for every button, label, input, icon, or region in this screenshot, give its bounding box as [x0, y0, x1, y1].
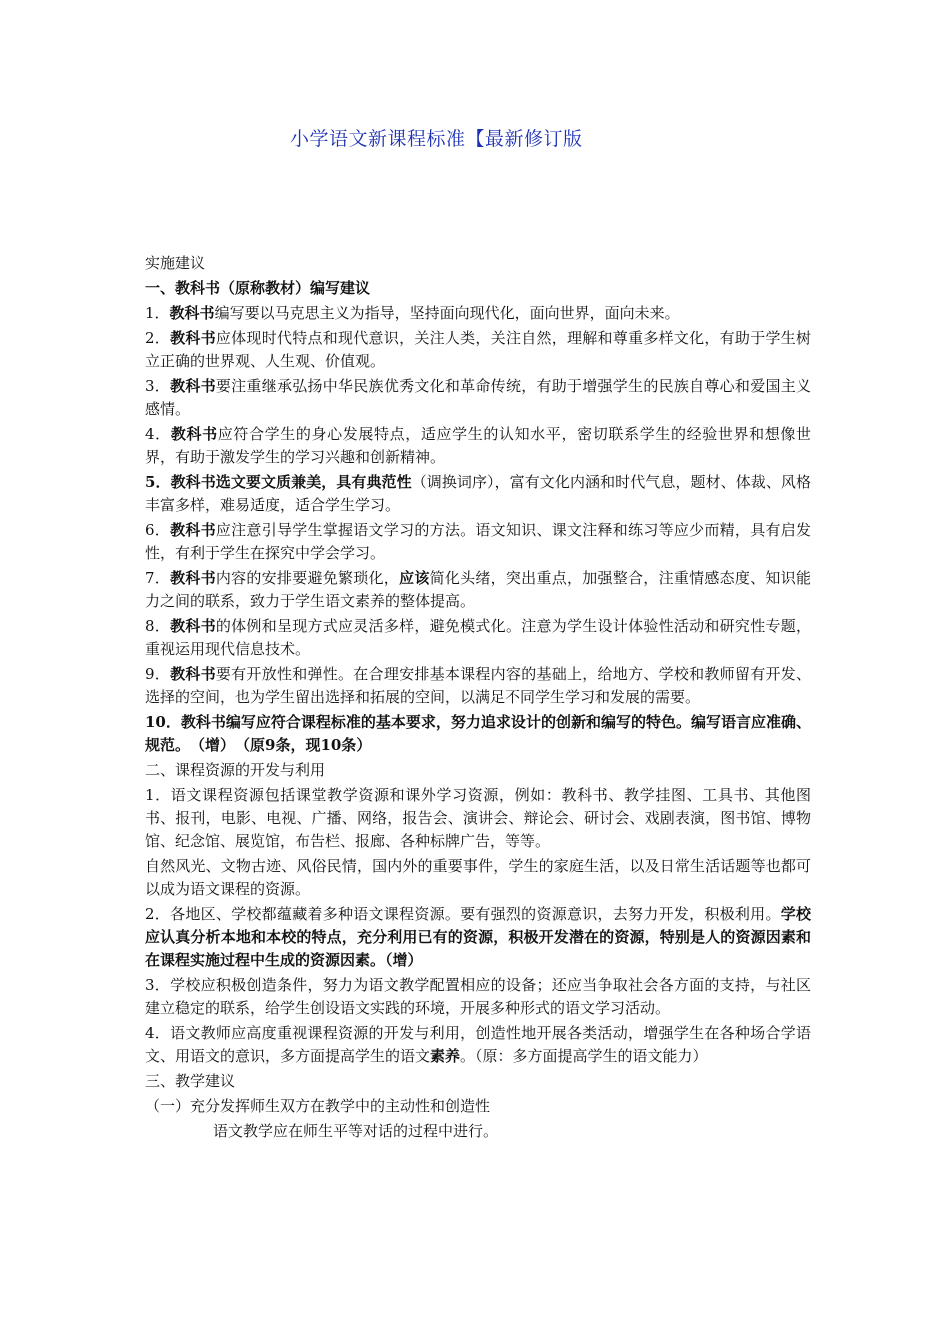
- part1-item-3: 3．教科书要注重继承弘扬中华民族优秀文化和革命传统，有助于增强学生的民族自尊心和爱国主义感情。: [145, 377, 811, 418]
- section-heading: 实施建议: [145, 254, 206, 272]
- part2-heading: 二、课程资源的开发与利用: [145, 761, 326, 779]
- part1-item-5: 5．教科书选文要文质兼美，具有典范性（调换词序），富有文化内涵和时代气息，题材、体裁、风格丰富多样，难易适度，适合学生学习。: [145, 473, 811, 514]
- part1-item-10: 10．教科书编写应符合课程标准的基本要求，努力追求设计的创新和编写的特色。编写语言应准确、规范。 （增） （原9条，现10条）: [145, 713, 811, 754]
- part1-item-8: 8．教科书的体例和呈现方式应灵活多样，避免模式化。注意为学生设计体验性活动和研究性专题，重视运用现代信息技术。: [145, 617, 811, 658]
- part2-item-3: 3．学校应积极创造条件，努力为语文教学配置相应的设备；还应当争取社会各方面的支持，与社区建立稳定的联系，给学生创设语文实践的环境，开展多种形式的语文学习活动。: [145, 976, 811, 1017]
- part2-item-2: 2．各地区、学校都蕴藏着多种语文课程资源。要有强烈的资源意识，去努力开发，积极利用。学校应认真分析本地和本校的特点，充分利用已有的资源，积极开发潜在的资源，特别是人的资源因素和在课程实施过程中生成的资源因素。（增）: [145, 905, 811, 969]
- part3-sub1-paragraph-1: 语文教学应在师生平等对话的过程中进行。: [213, 1122, 499, 1140]
- part1-heading: 一、教科书（原称教材）编写建议: [145, 279, 371, 297]
- part3-subheading-1: （一）充分发挥师生双方在教学中的主动性和创造性: [145, 1097, 491, 1115]
- part3-heading: 三、教学建议: [145, 1072, 236, 1090]
- part1-item-4: 4．教科书应符合学生的身心发展特点，适应学生的认知水平，密切联系学生的经验世界和想像世界，有助于激发学生的学习兴趣和创新精神。: [145, 425, 811, 466]
- part2-item-1: 1．语文课程资源包括课堂教学资源和课外学习资源，例如：教科书、教学挂图、工具书、其他图书、报刊，电影、电视、广播、网络，报告会、演讲会、辩论会、研讨会、戏剧表演，图书馆、博物馆、纪念馆、展览馆，布告栏、报廊、各种标牌广告，等等。: [145, 786, 811, 850]
- part2-item-4: 4．语文教师应高度重视课程资源的开发与利用，创造性地开展各类活动，增强学生在各种场合学语文、用语文的意识，多方面提高学生的语文素养。（原：多方面提高学生的语文能力）: [145, 1024, 811, 1065]
- part1-item-2: 2．教科书应体现时代特点和现代意识，关注人类，关注自然，理解和尊重多样文化，有助于学生树立正确的世界观、人生观、价值观。: [145, 329, 811, 370]
- part1-item-6: 6．教科书应注意引导学生掌握语文学习的方法。语文知识、课文注释和练习等应少而精，具有启发性，有利于学生在探究中学会学习。: [145, 521, 811, 562]
- part2-item-1-continued: 自然风光、文物古迹、风俗民情，国内外的重要事件，学生的家庭生活，以及日常生活话题等也都可以成为语文课程的资源。: [145, 857, 811, 898]
- part1-item-9: 9．教科书要有开放性和弹性。在合理安排基本课程内容的基础上，给地方、学校和教师留有开发、选择的空间，也为学生留出选择和拓展的空间，以满足不同学生学习和发展的需要。: [145, 665, 811, 706]
- part1-item-1: 1．教科书编写要以马克思主义为指导，坚持面向现代化，面向世界，面向未来。: [145, 304, 680, 322]
- part1-item-7: 7．教科书内容的安排要避免繁琐化，应该简化头绪，突出重点，加强整合，注重情感态度、知识能力之间的联系，致力于学生语文素养的整体提高。: [145, 569, 811, 610]
- document-title: 小学语文新课程标准【最新修订版: [290, 128, 583, 150]
- document-body: [145, 252, 811, 1145]
